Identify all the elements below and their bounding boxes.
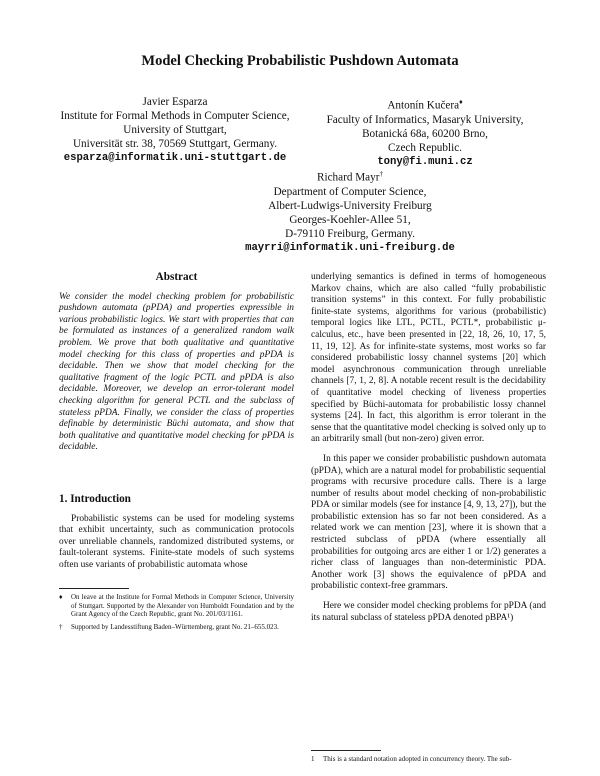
affiliation-line: D-79110 Freiburg, Germany. <box>285 227 415 240</box>
right-column <box>311 272 546 624</box>
left-column <box>59 272 294 571</box>
author-name: Javier Esparza <box>142 96 208 108</box>
affiliation-line: Czech Republic. <box>388 141 462 154</box>
footnote-text: On leave at the Institute for Formal Methods in Computer Science, University of Stuttgart. Supported by the Alexander von Humboldt Foundation and by the Grant Agency of the Czech Republic, grant No. 201/03/1161. <box>71 593 294 619</box>
body-paragraph: underlying semantics is defined in terms of homogeneous Markov chains, which are also called “fully probabilistic transition systems” in this context. For fully probabilistic finite-state systems, algorithms for various (probabilistic) temporal logics like LTL, PCTL, PCTL*, probabilistic μ-calculus, etc., have been presented in [22, 18, 26, 10, 17, 5, 11, 19, 12]. As for infinite-state systems, most works so far considered probabilistic lossy channel systems [20] which model asynchronous communication through unreliable channels [7, 1, 2, 8]. A notable recent result is the decidability of quantitative model checking of liveness properties specified by Büchi-automata for probabilistic lossy channel systems [24]. In fact, this algorithm is error tolerant in the sense that the quantitative model checking is solved only up to an arbitrarily small (but non-zero) given error. <box>311 272 546 445</box>
footnote <box>311 755 546 764</box>
abstract-heading: Abstract <box>155 271 198 283</box>
footnote-mark: ♦ <box>459 98 463 106</box>
footnote <box>59 593 294 619</box>
author-email[interactable]: esparza@informatik.uni-stuttgart.de <box>63 152 287 164</box>
footnote-mark: 1 <box>311 755 315 763</box>
footnotes-left <box>59 588 294 635</box>
author-name-line <box>325 95 525 113</box>
footnote <box>59 623 294 632</box>
affiliation-line: Botanická 68a, 60200 Brno, <box>362 127 488 140</box>
abstract-text: We consider the model checking problem for probabilistic pushdown automata (pPDA) and properties expressible in various probabilistic logics. We start with properties that can be formulated as instances of a generalized random walk problem. We prove that both qualitative and quantitative model checking for this class of properties and pPDA is decidable. Then we show that model checking for the qualitative fragment of the logic PCTL and pPDA is also decidable. Moreover, we develop an error-tolerant model checking algorithm for general PCTL and the subclass of stateless pPDA. Finally, we consider the class of properties definable by deterministic Büchi automata, and show that both qualitative and quantitative model checking for pPDA is decidable. <box>59 291 294 453</box>
footnotes-right <box>311 750 546 768</box>
author-name-line <box>210 167 490 185</box>
author-name: Richard Mayr <box>317 171 380 184</box>
affiliation-line: University of Stuttgart, <box>123 124 227 136</box>
affiliation-line: Georges-Koehler-Allee 51, <box>289 213 411 226</box>
footnote-mark: † <box>59 622 63 631</box>
affiliation-line: Universität str. 38, 70569 Stuttgart, Germany. <box>72 138 278 150</box>
footnote-mark: † <box>379 170 383 178</box>
footnote-text: Supported by Landesstiftung Baden–Württemberg, grant No. 21–655.023. <box>71 622 279 631</box>
section-heading-introduction: 1. Introduction <box>59 492 131 505</box>
author-mayr <box>210 167 490 255</box>
paper-title: Model Checking Probabilistic Pushdown Automata <box>141 53 459 69</box>
affiliation-line: Institute for Formal Methods in Computer Science, <box>60 110 290 122</box>
footnote-mark: ♦ <box>59 593 63 601</box>
author-name: Antonín Kučera <box>387 99 460 112</box>
affiliation-line: Albert-Ludwigs-University Freiburg <box>268 199 432 212</box>
affiliation-line: Faculty of Informatics, Masaryk University, <box>326 113 524 126</box>
footnote-text: This is a standard notation adopted in concurrency theory. The sub- <box>323 755 512 763</box>
affiliation-line: Department of Computer Science, <box>273 185 427 198</box>
author-email[interactable]: tony@fi.muni.cz <box>377 155 473 168</box>
author-email[interactable]: mayrri@informatik.uni-freiburg.de <box>245 241 455 254</box>
author-esparza <box>50 95 300 165</box>
footnote-rule <box>59 588 129 589</box>
footnote-rule <box>311 750 381 751</box>
body-paragraph: In this paper we consider probabilistic pushdown automata (pPDA), which are a natural model for probabilistic sequential programs with recursive procedure calls. There is a large number of results about model checking of non-probabilistic PDA or similar models (see for instance [4, 9, 13, 27]), but the probabilistic extension has so far not been considered. As a related work we can mention [23], where it is shown that a restricted subclass of pPDA (where essentially all probabilities for outgoing arcs are either 1 or 1/2) generates a richer class of languages than non-deterministic PDA. Another work [3] shows the equivalence of pPDA and probabilistic context-free grammars. <box>311 453 546 592</box>
intro-paragraph: Probabilistic systems can be used for modeling systems that exhibit uncertainty, such as communication protocols over unreliable channels, randomized distributed systems, or fault-tolerant systems. Finite-state models of such systems often use variants of probabilistic automata whose <box>59 513 294 570</box>
author-kucera <box>325 95 525 169</box>
body-paragraph: Here we consider model checking problems for pPDA (and its natural subclass of stateless pPDA denoted pBPA¹) <box>311 601 546 623</box>
